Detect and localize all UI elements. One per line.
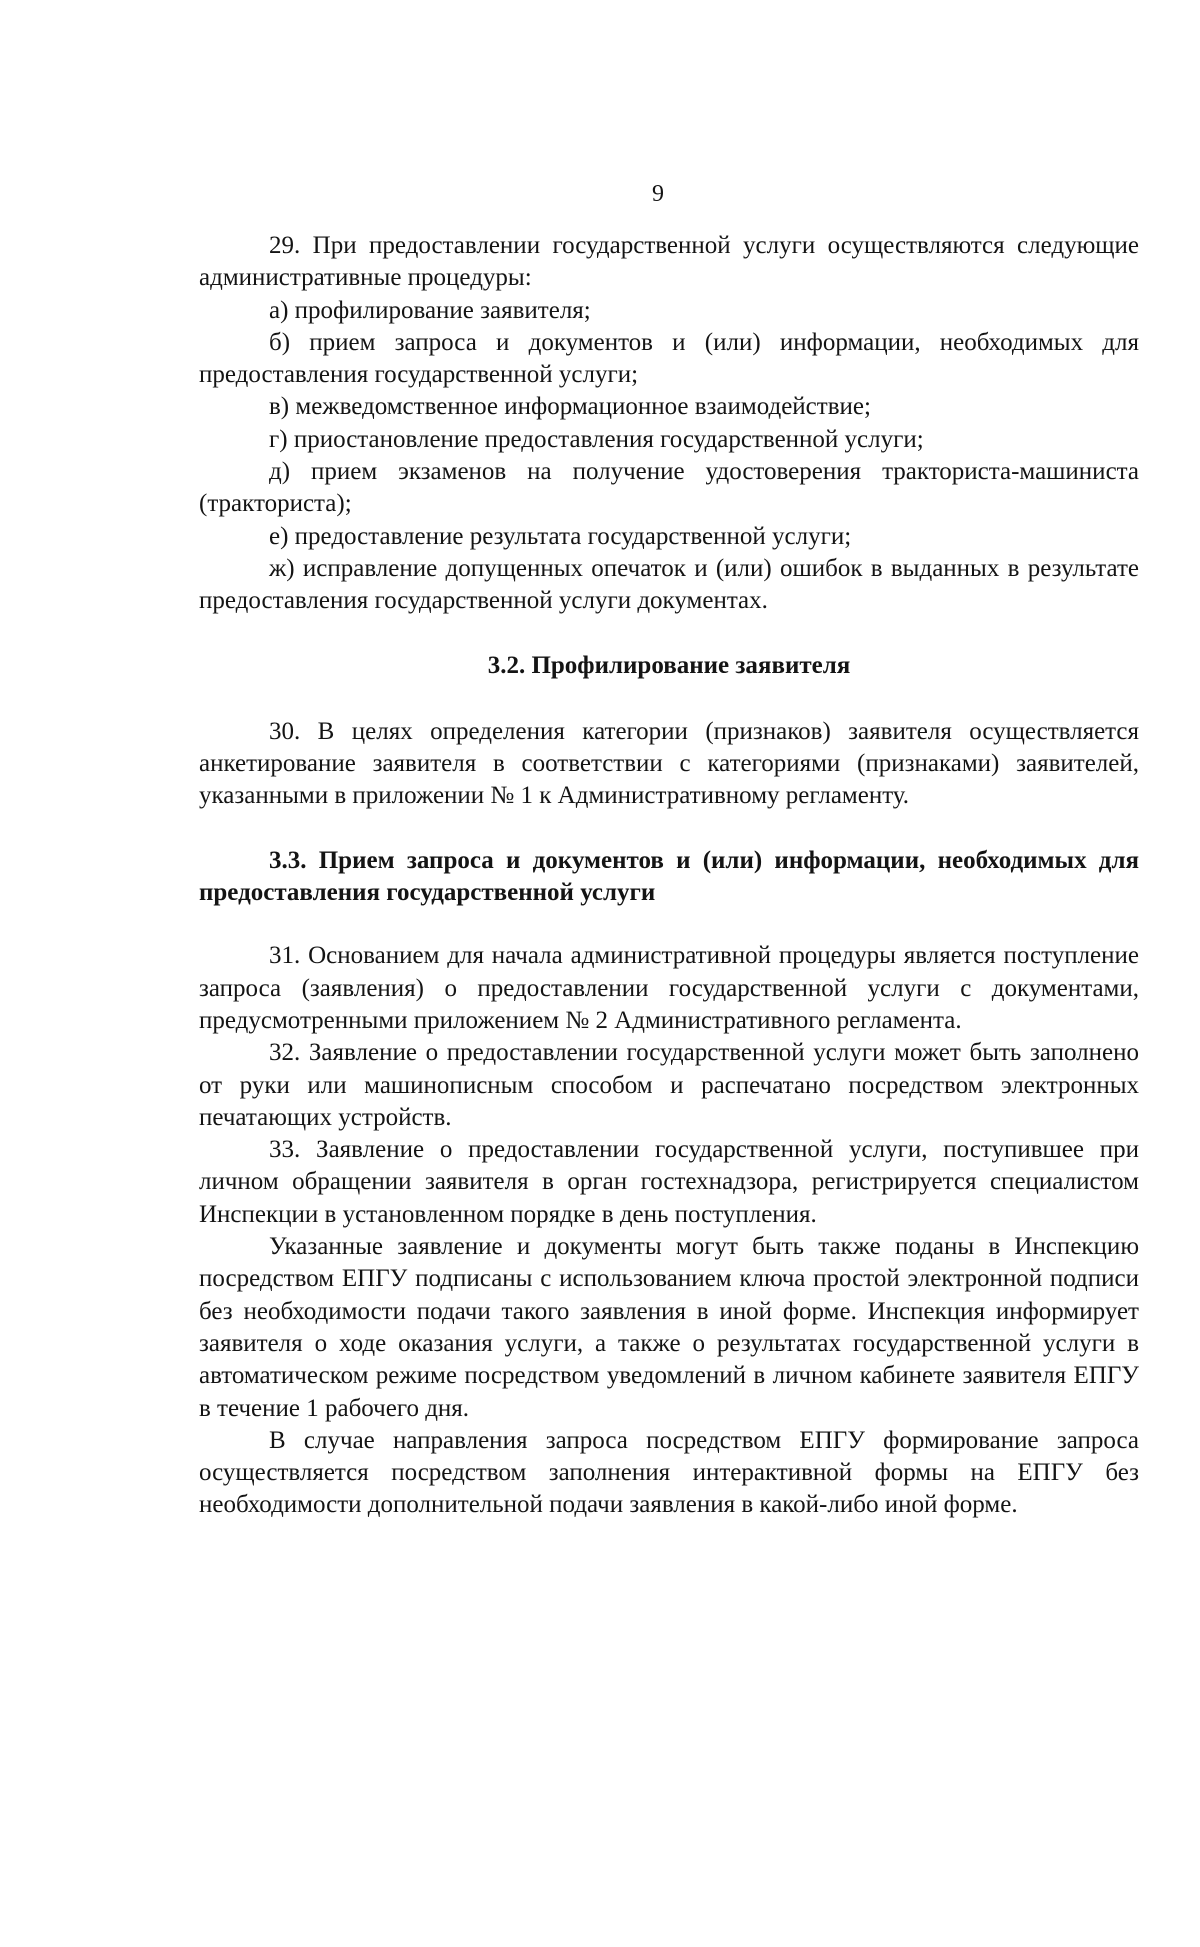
paragraph-30: 30. В целях определения категории (признаков) заявителя осуществляется анкетирование заявителя в соответствии с категориями (признаками) заявителей, указанными в приложении № 1 к Административному регламенту.	[199, 717, 1139, 810]
page-body	[199, 230, 1139, 1522]
paragraph-33-interactive-form: В случае направления запроса посредством ЕПГУ формирование запроса осуществляется посредством заполнения интерактивной формы на ЕПГУ без необходимости дополнительной подачи заявления в какой-либо иной форме.	[199, 1426, 1139, 1519]
list-item-b: б) прием запроса и документов и (или) информации, необходимых для предоставления государственной услуги;	[199, 328, 1139, 389]
paragraph-29-intro: 29. При предоставлении государственной услуги осуществляются следующие административные процедуры:	[199, 232, 1139, 292]
section-heading-3-2: 3.2. Профилирование заявителя	[487, 651, 851, 679]
list-item-g: г) приостановление предоставления государственной услуги;	[269, 425, 924, 453]
list-item-a: а) профилирование заявителя;	[269, 296, 591, 324]
page-number: 9	[652, 181, 664, 207]
paragraph-31: 31. Основанием для начала административной процедуры является поступление запроса (заявления) о предоставлении государственной услуги с документами, предусмотренными приложением № 2 Административного регламента.	[199, 942, 1139, 1034]
paragraph-33: 33. Заявление о предоставлении государственной услуги, поступившее при личном обращении заявителя в орган гостехнадзора, регистрируется специалистом Инспекции в установленном порядке в день поступления.	[199, 1136, 1139, 1228]
list-item-zh: ж) исправление допущенных опечаток и (или) ошибок в выданных в результате предоставления государственной услуги документах.	[199, 554, 1139, 615]
list-item-v: в) межведомственное информационное взаимодействие;	[269, 393, 871, 421]
paragraph-32: 32. Заявление о предоставлении государственной услуги может быть заполнено от руки или машинописным способом и распечатано посредством электронных печатающих устройств.	[199, 1039, 1139, 1131]
section-heading-3-3: 3.3. Прием запроса и документов и (или) информации, необходимых для предоставления государственной услуги	[199, 846, 1139, 907]
list-item-e: е) предоставление результата государственной услуги;	[269, 522, 852, 550]
list-item-d: д) прием экзаменов на получение удостоверения тракториста-машиниста (тракториста);	[199, 458, 1139, 518]
paragraph-33-epgu: Указанные заявление и документы могут быть также поданы в Инспекцию посредством ЕПГУ подписаны с использованием ключа простой электронной подписи без необходимости подачи такого заявления в иной форме. Инспекция информирует заявителя о ходе оказания услуги, а также о результатах государственной услуги в автоматическом режиме посредством уведомлений в личном кабинете заявителя ЕПГУ в течение 1 рабочего дня.	[199, 1233, 1139, 1422]
